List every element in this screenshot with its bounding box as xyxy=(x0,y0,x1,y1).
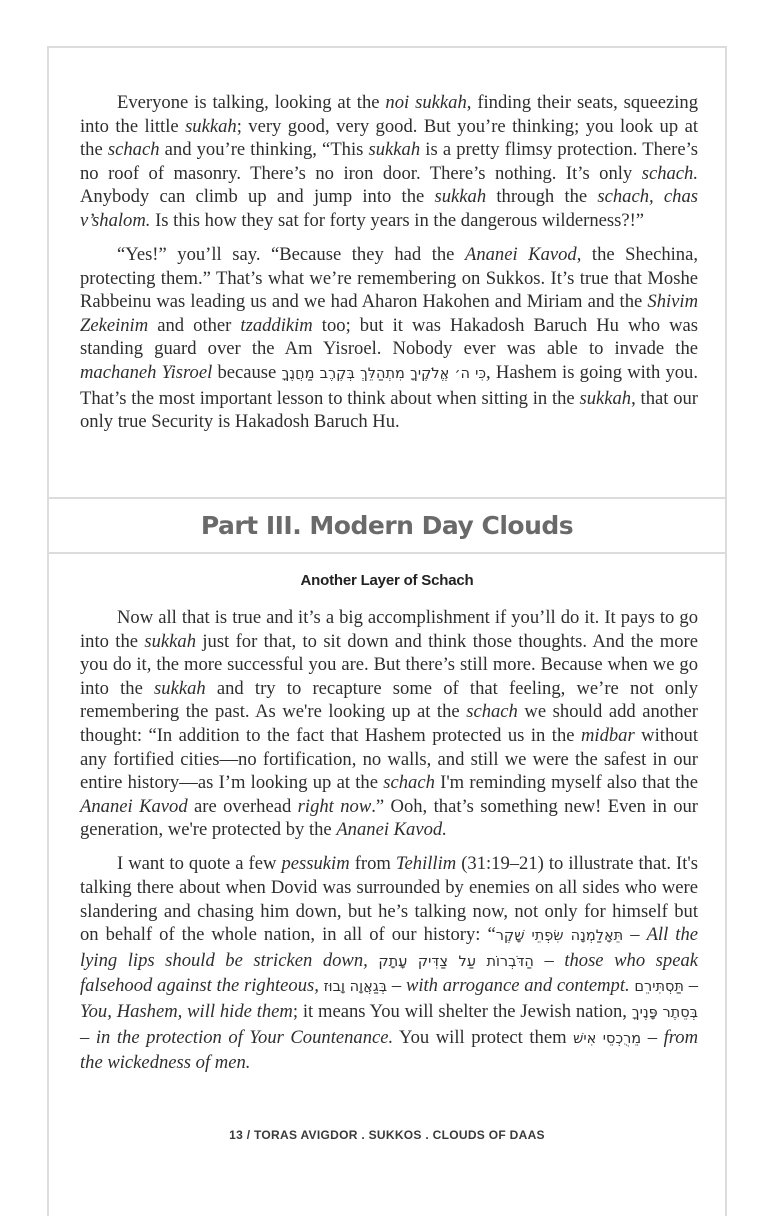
italic-term: sukkah xyxy=(434,186,487,208)
hebrew-quote: הַדֹּבְרוֹת עַל צַדִּיק עָתָק xyxy=(378,953,534,970)
italic-term: from the wickedness of men. xyxy=(80,1026,698,1074)
paragraph: Now all that is true and it’s a big accomplishment if you’ll do it. It pays to go into the sukkah just for that, to sit down and think those thoughts. And the more you do it, the more successful you are. But there’s still more. Because when we go into the sukkah and try to recapture some of that feeling, we’re not only remembering the past. As we're looking up at the schach we should add another thought: “In addition to the fact that Hashem protected us in the midbar without any fortified cities—no fortification, no walls, and still we were the safest in our entire history—as I’m looking up at the schach I'm reminding myself also that the Ananei Kavod are overhead right now.” Ooh, that’s something new! Even in our generation, we're protected by the Ananei Kavod. xyxy=(80,607,699,841)
italic-term: Ananei Kavod xyxy=(80,795,188,817)
paragraph: “Yes!” you’ll say. “Because they had the Ananei Kavod, the Shechina, protecting them.” That’s what we’re remembering on Sukkos. It’s true that Moshe Rabbeinu was leading us and we had Aharon Hakohen and Miriam and the Shivim Zekeinim and other tzaddikim too; but it was Hakadosh Baruch Hu who was standing guard over the Am Yisroel. Nobody ever was able to invade the machaneh Yisroel because כִּי ה׳ אֱלֹקֶיךָ מִתְהַלֵּךְ בְּקֶרֶב מַחֲנֶךָ, Hashem is going with you. That’s the most important lesson to think about when sitting in the sukkah, that our only true Security is Hakadosh Baruch Hu. xyxy=(80,244,699,433)
paragraph: Everyone is talking, looking at the noi sukkah, finding their seats, squeezing into the little sukkah; very good, very good. But you’re thinking; you look up at the schach and you’re thinking, “This sukkah is a pretty flimsy protection. There’s no roof of masonry. There’s no iron door. There’s nothing. It’s only schach. Anybody can climb up and jump into the sukkah through the schach, chas v’shalom. Is this how they sat for forty years in the dangerous wilderness?!” xyxy=(80,92,699,231)
hebrew-quote: תַּסְתִּירֵם xyxy=(634,979,684,996)
hebrew-quote: כִּי ה׳ אֱלֹקֶיךָ מִתְהַלֵּךְ בְּקֶרֶב מַחֲנֶךָ xyxy=(281,366,487,383)
italic-term: You, Hashem, will hide them xyxy=(80,1001,293,1022)
part-title: Part III. Modern Day Clouds xyxy=(200,511,574,540)
italic-term: schach xyxy=(107,139,160,161)
italic-term: sukkah xyxy=(154,677,206,699)
italic-term: midbar xyxy=(580,724,635,746)
hebrew-quote: בְּסֵתֶר פָּנֶיךָ xyxy=(631,1005,698,1021)
italic-term: tzaddikim xyxy=(240,314,313,336)
hebrew-quote: תֵּאָלַמְנָה שִׂפְתֵי שָׁקֶר xyxy=(495,928,624,945)
italic-term: in the protection of Your Countenance. xyxy=(95,1026,394,1048)
page-footer: 13 / TORAS AVIGDOR . SUKKOS . CLOUDS OF DAAS xyxy=(229,1128,545,1142)
italic-term: sukkah xyxy=(144,630,196,652)
italic-term: pessukim xyxy=(281,853,350,875)
hebrew-quote: מֵרֻכְסֵי אִישׁ xyxy=(573,1030,642,1047)
italic-term: All the lying lips should be stricken down, xyxy=(80,924,699,971)
subsection-text-block xyxy=(80,606,698,1085)
italic-term: sukkah xyxy=(579,387,632,409)
italic-term: sukkah xyxy=(185,115,237,137)
italic-term: Shivim Zekeinim xyxy=(80,291,698,336)
italic-term: Ananei Kavod xyxy=(464,244,577,266)
italic-term: sukkah xyxy=(368,139,421,161)
italic-term: right now xyxy=(297,795,372,817)
top-text-block xyxy=(80,91,698,444)
italic-term: with arrogance and contempt. xyxy=(405,975,630,997)
italic-term: those who speak falsehood against the righteous, xyxy=(80,949,699,997)
subsection-title: Another Layer of Schach xyxy=(300,572,474,589)
italic-term: machaneh Yisroel xyxy=(80,362,213,384)
page-frame xyxy=(47,46,727,1216)
paragraph: I want to quote a few pessukim from Tehillim (31:19–21) to illustrate that. It's talking there about when Dovid was surrounded by enemies on all sides who were slandering and chasing him down, but he’s talking now, not only for himself but on behalf of the whole nation, in all of our history: “תֵּאָלַמְנָה שִׂפְתֵי שָׁקֶר – All the lying lips should be stricken down, הַדֹּבְרוֹת עַל צַדִּיק עָתָק – those who speak falsehood against the righteous, בְּגַאֲוָה וָבוּז – with arrogance and contempt. תַּסְתִּירֵם – You, Hashem, will hide them; it means You will shelter the Jewish nation, בְּסֵתֶר פָּנֶיךָ – in the protection of Your Countenance. You will protect them מֵרֻכְסֵי אִישׁ – from the wickedness of men. xyxy=(80,853,699,1074)
italic-term: schach xyxy=(383,772,435,794)
hebrew-quote: בְּגַאֲוָה וָבוּז xyxy=(323,979,388,996)
italic-term: Ananei Kavod. xyxy=(336,819,447,841)
italic-term: schach. xyxy=(641,162,698,184)
italic-term: schach, chas v’shalom. xyxy=(80,186,698,231)
italic-term: schach xyxy=(466,701,518,723)
italic-term: Tehillim xyxy=(395,853,457,875)
part-heading-band xyxy=(47,497,727,554)
italic-term: noi sukkah xyxy=(385,92,467,113)
